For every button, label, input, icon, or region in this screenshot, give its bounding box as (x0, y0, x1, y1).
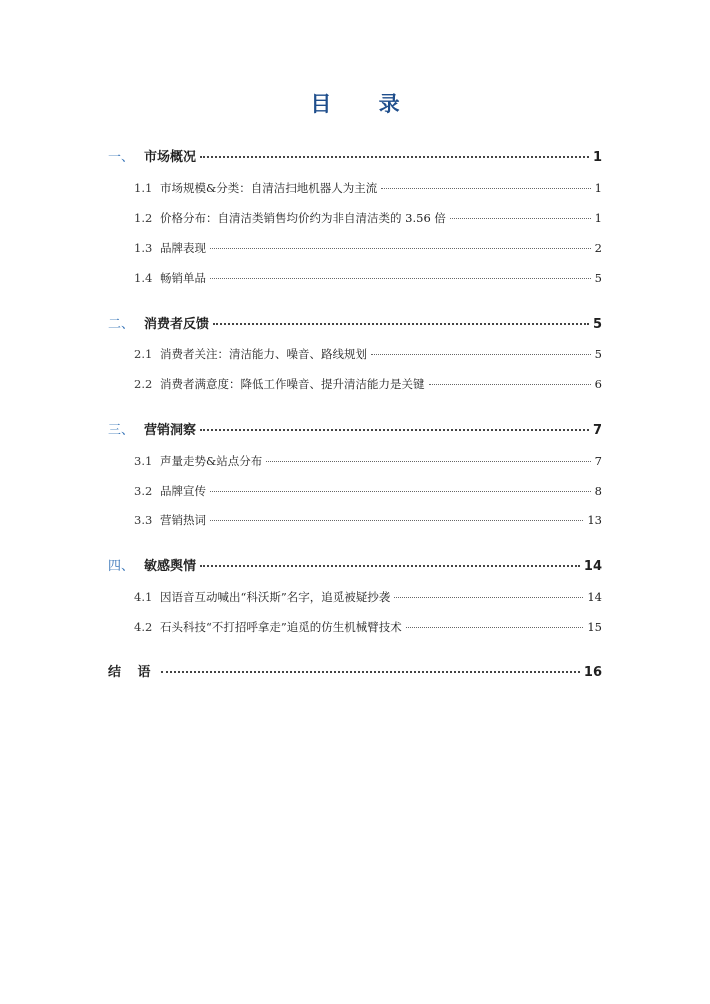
toc-entry-3-2[interactable] (134, 483, 602, 499)
toc-entry-title: 品牌宣传 (160, 484, 206, 498)
toc-entry-number: 二、 (108, 317, 135, 332)
toc-entry-number: 三、 (108, 423, 135, 438)
dot-leader (210, 248, 591, 249)
toc-entry-page: 1 (594, 181, 602, 195)
toc-entry-title: 石头科技“不打招呼拿走”追觅的仿生机械臂技术 (160, 620, 402, 634)
dot-leader (200, 429, 589, 431)
toc-entry-page: 5 (594, 347, 602, 361)
toc-entry-number: 3.2 (134, 484, 153, 498)
toc-entry-title: 市场规模&分类：自清洁扫地机器人为主流 (160, 181, 378, 195)
toc-entry-title: 营销洞察 (144, 423, 197, 438)
toc-entry-number: 一、 (108, 150, 135, 165)
dot-leader (213, 323, 589, 325)
toc-entry-page: 2 (594, 241, 602, 255)
toc-entry-section-2[interactable] (108, 313, 602, 332)
toc-entry-title: 价格分布：自清洁类销售均价约为非自清洁类的 3.56 倍 (160, 211, 446, 225)
toc-entry-number: 3.3 (134, 513, 153, 527)
dot-leader (210, 491, 591, 492)
toc-entry-page: 1 (594, 211, 602, 225)
toc-entry-page: 8 (594, 484, 602, 498)
toc-entry-page: 7 (592, 423, 602, 438)
toc-entry-title: 消费者满意度：降低工作噪音、提升清洁能力是关键 (160, 377, 425, 391)
dot-leader (381, 188, 590, 189)
toc-entry-3-1[interactable] (134, 453, 602, 469)
toc-entry-3-3[interactable] (134, 512, 602, 528)
toc-entry-title: 敏感舆情 (144, 559, 197, 574)
toc-entry-1-3[interactable] (134, 240, 602, 256)
toc-entry-title: 消费者反馈 (144, 317, 210, 332)
dot-leader (200, 565, 580, 567)
toc-entry-section-1[interactable] (108, 146, 602, 165)
toc-entry-1-1[interactable] (134, 180, 602, 196)
toc-entry-title: 消费者关注：清洁能力、噪音、路线规划 (160, 347, 367, 361)
toc-entry-page: 14 (587, 590, 602, 604)
toc-entry-number: 2.2 (134, 377, 153, 391)
toc-entry-title: 畅销单品 (160, 271, 206, 285)
toc-entry-number: 1.2 (134, 211, 153, 225)
dot-leader (266, 461, 590, 462)
toc-entry-page: 14 (583, 559, 602, 574)
toc-entry-4-1[interactable] (134, 589, 602, 605)
dot-leader (450, 218, 591, 219)
toc-entry-number: 4.2 (134, 620, 153, 634)
dot-leader (371, 354, 591, 355)
toc-title: 目 录 (310, 92, 420, 116)
dot-leader (210, 520, 583, 521)
toc-entry-number: 1.1 (134, 181, 153, 195)
toc-entry-page: 15 (587, 620, 602, 634)
toc-entry-number: 四、 (108, 559, 135, 574)
toc-entry-page: 7 (594, 454, 602, 468)
toc-entry-title: 营销热词 (160, 513, 206, 527)
toc-entry-number: 1.4 (134, 271, 153, 285)
toc-entry-2-2[interactable] (134, 376, 602, 392)
dot-leader (429, 384, 591, 385)
toc-entry-1-4[interactable] (134, 270, 602, 286)
toc-entry-conclusion[interactable] (108, 661, 602, 680)
toc-entry-number: 1.3 (134, 241, 153, 255)
toc-entry-page: 13 (587, 513, 602, 527)
toc-entry-page: 16 (583, 665, 602, 680)
dot-leader (394, 597, 583, 598)
toc-entry-2-1[interactable] (134, 346, 602, 362)
dot-leader (200, 156, 589, 158)
toc-entry-page: 6 (594, 377, 602, 391)
dot-leader (161, 671, 580, 673)
toc-entry-title: 声量走势&站点分布 (160, 454, 263, 468)
dot-leader (406, 627, 584, 628)
toc-entry-page: 1 (592, 150, 602, 165)
toc-entry-section-4[interactable] (108, 555, 602, 574)
toc-entry-title: 结 语 (108, 665, 157, 680)
toc-entry-number: 3.1 (134, 454, 153, 468)
toc-entry-4-2[interactable] (134, 619, 602, 635)
toc-entry-section-3[interactable] (108, 419, 602, 438)
toc-entry-title: 品牌表现 (160, 241, 206, 255)
toc-entry-number: 4.1 (134, 590, 153, 604)
toc-entry-page: 5 (594, 271, 602, 285)
toc-entry-title: 市场概况 (144, 150, 197, 165)
toc-entry-page: 5 (592, 317, 602, 332)
dot-leader (210, 278, 591, 279)
toc-entry-number: 2.1 (134, 347, 153, 361)
toc-entry-1-2[interactable] (134, 210, 602, 226)
toc-entry-title: 因语音互动喊出“科沃斯”名字，追觅被疑抄袭 (160, 590, 391, 604)
